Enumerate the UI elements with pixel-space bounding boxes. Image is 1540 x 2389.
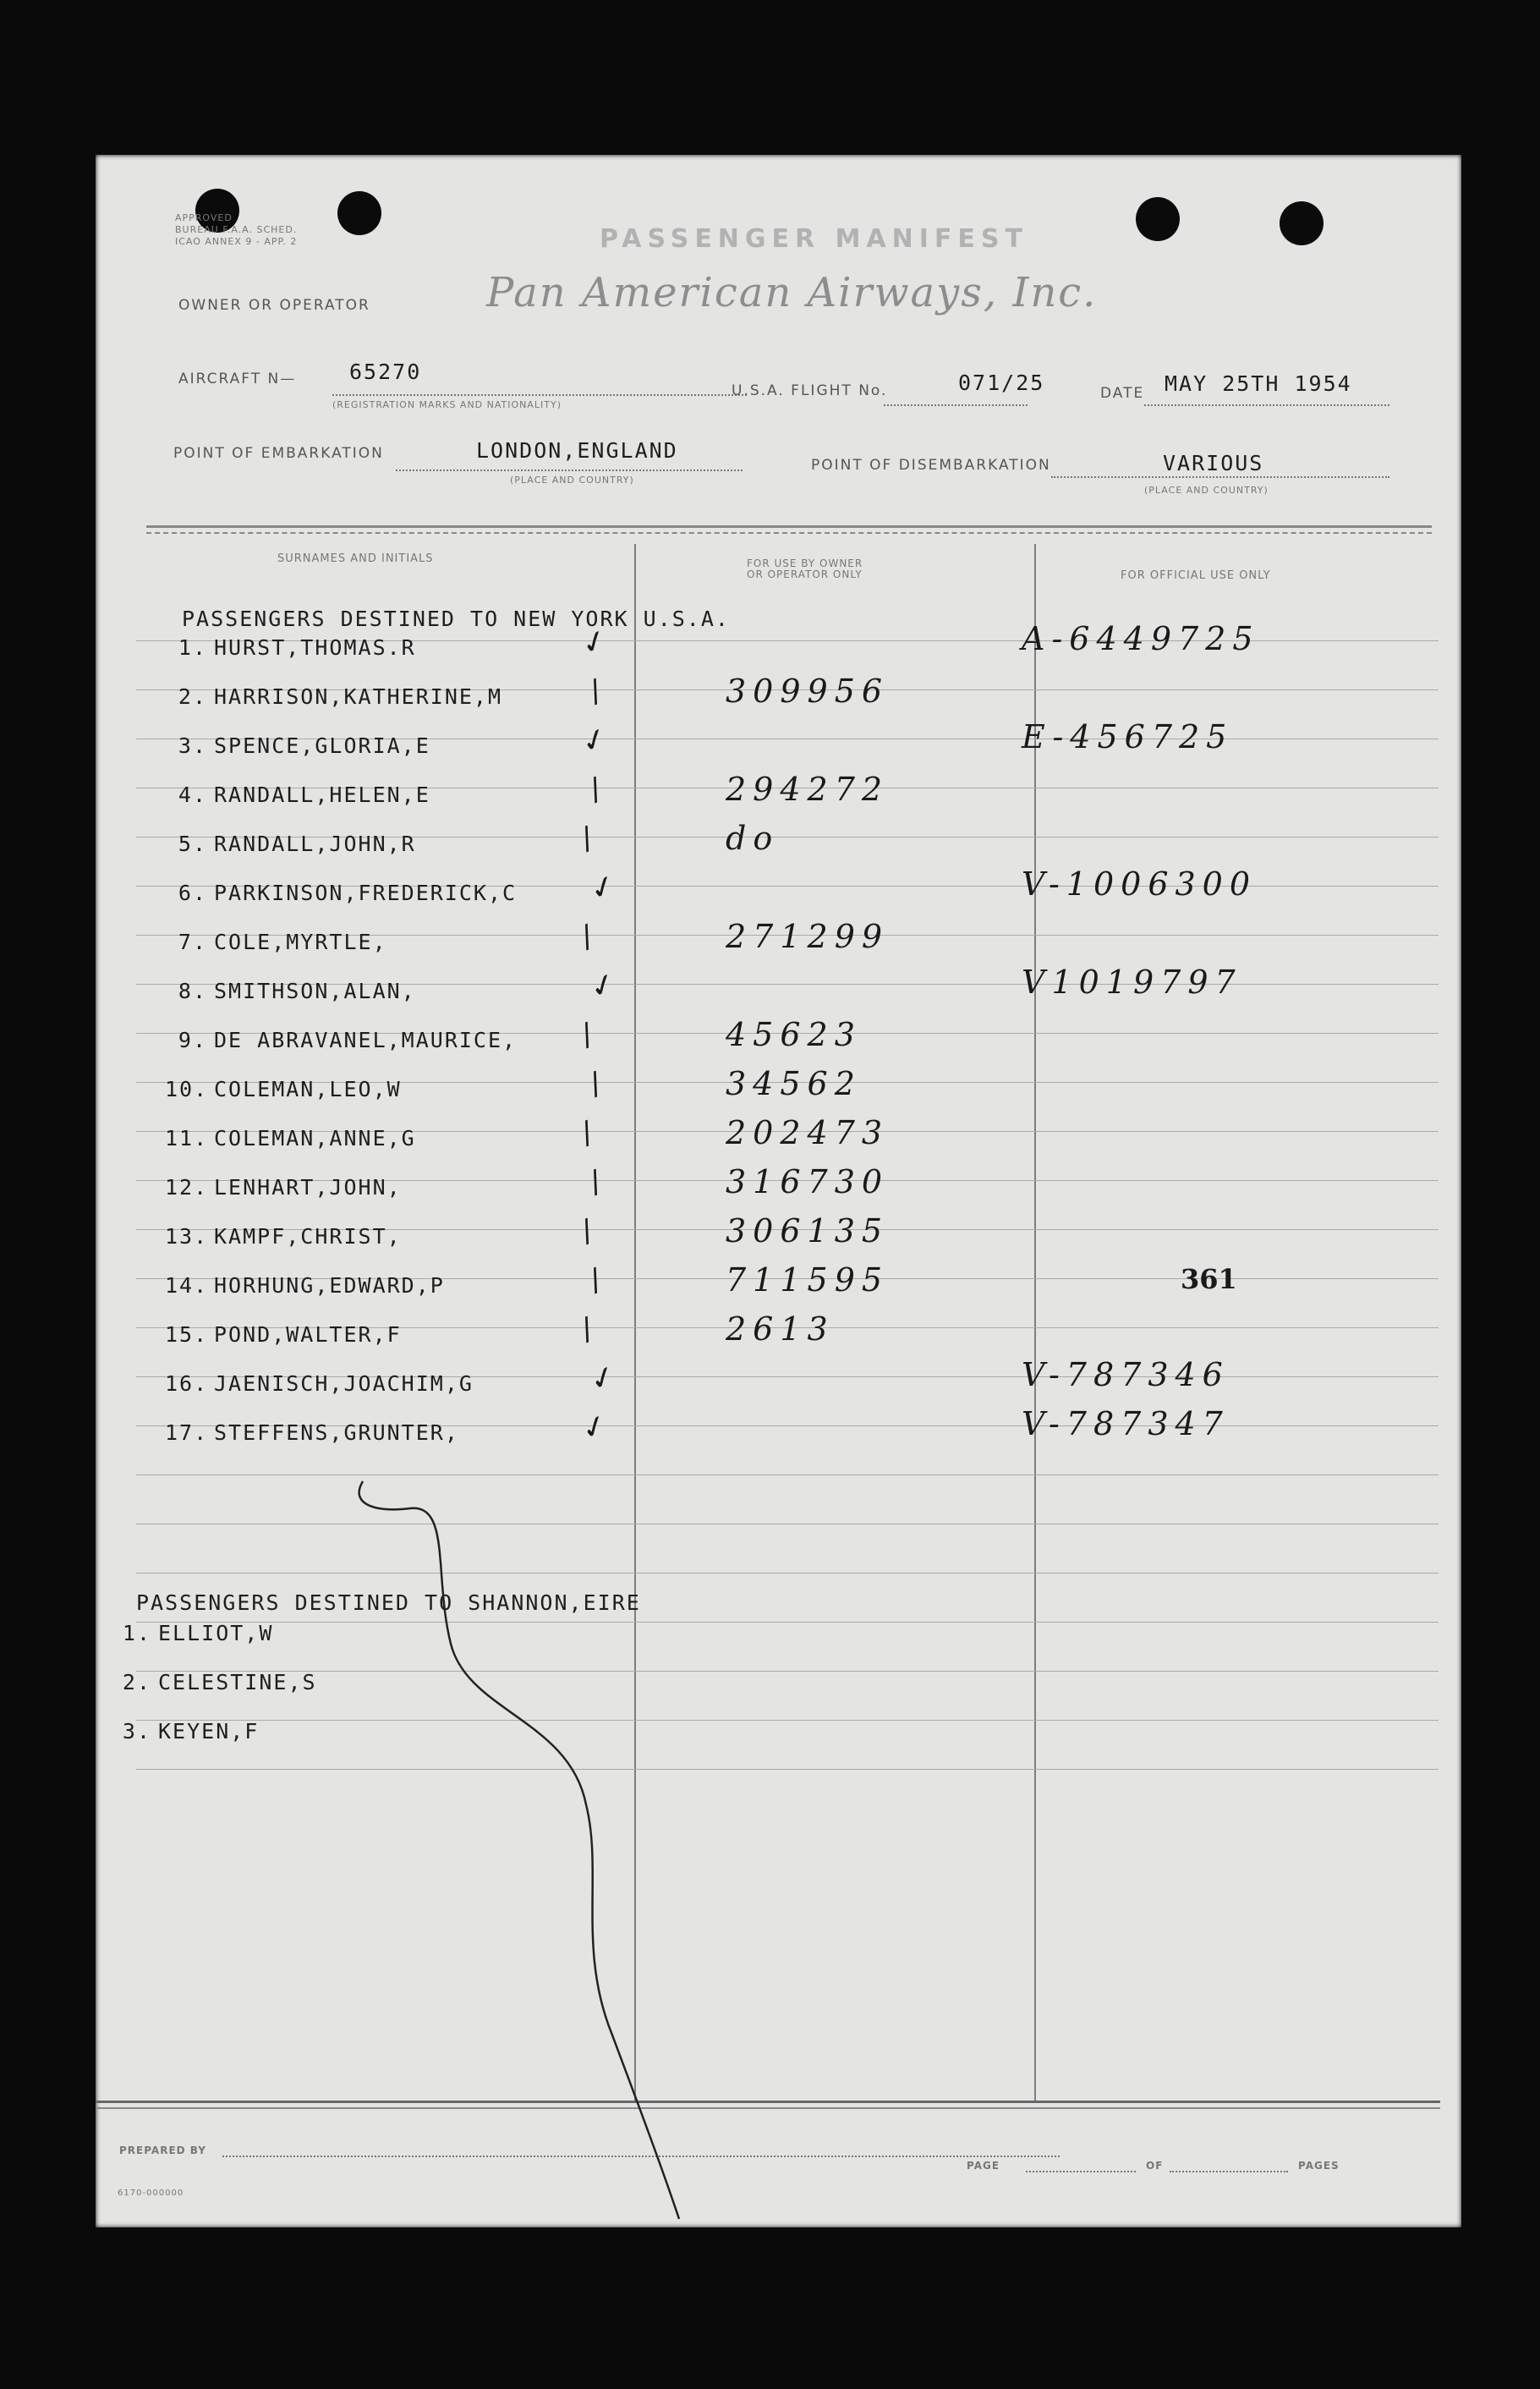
passenger-name: PARKINSON,FREDERICK,C [214, 881, 518, 905]
check-mark: / [576, 1017, 598, 1053]
check-mark: / [576, 1115, 598, 1151]
manifest-sheet [96, 155, 1461, 2227]
operator-number: 202473 [726, 1114, 890, 1151]
row-number: 3. [178, 733, 207, 758]
row-number: 10. [165, 1077, 209, 1101]
passenger-name: STEFFENS,GRUNTER, [214, 1420, 459, 1445]
approval-line-2: BUREAU F.A.A. SCHED. [175, 224, 298, 235]
passenger-name: COLE,MYRTLE, [214, 930, 387, 954]
row-number: 16. [165, 1371, 209, 1396]
owner-label: OWNER OR OPERATOR [178, 297, 370, 314]
passenger-name: KAMPF,CHRIST, [214, 1224, 402, 1249]
row-number: 9. [178, 1028, 207, 1052]
official-number: V1019797 [1022, 964, 1242, 1001]
approval-line-3: ICAO ANNEX 9 - APP. 2 [175, 236, 298, 247]
flight-value: 071/25 [958, 371, 1045, 395]
passenger-name: SPENCE,GLORIA,E [214, 733, 430, 758]
official-number: V-1006300 [1022, 865, 1258, 903]
official-number: A-6449725 [1022, 620, 1260, 657]
row-number: 1. [178, 635, 207, 660]
check-mark: / [576, 1311, 598, 1348]
passenger-name: COLEMAN,ANNE,G [214, 1126, 416, 1151]
approval-line-1: APPROVED [175, 212, 233, 223]
of-label: OF [1146, 2160, 1164, 2172]
official-number: V-787346 [1022, 1356, 1230, 1393]
operator-number: 2613 [726, 1310, 835, 1348]
aircraft-sub: (REGISTRATION MARKS AND NATIONALITY) [332, 399, 562, 410]
row-number: 5. [178, 832, 207, 856]
row-number: 14. [165, 1273, 209, 1298]
col-official-header: FOR OFFICIAL USE ONLY [1121, 569, 1271, 582]
row-number: 12. [165, 1175, 209, 1200]
check-mark: ✓ [584, 867, 622, 909]
check-mark: ✓ [576, 1407, 613, 1448]
passenger-name: KEYEN,F [158, 1719, 260, 1744]
operator-number: 34562 [726, 1065, 862, 1102]
check-mark: / [584, 1164, 606, 1200]
date-label: DATE [1100, 385, 1145, 402]
date-value: MAY 25TH 1954 [1165, 371, 1352, 396]
embark-value: LONDON,ENGLAND [476, 438, 678, 463]
row-number: 15. [165, 1322, 209, 1347]
pages-label: PAGES [1298, 2160, 1340, 2172]
row-number: 7. [178, 930, 207, 954]
check-mark: ✓ [584, 965, 622, 1007]
row-number: 3. [122, 1719, 151, 1744]
row-number: 2. [178, 684, 207, 709]
page-label: PAGE [967, 2160, 1000, 2172]
passenger-name: ELLIOT,W [158, 1621, 274, 1645]
section-heading-new-york: PASSENGERS DESTINED TO NEW YORK U.S.A. [182, 607, 730, 631]
passenger-name: DE ABRAVANEL,MAURICE, [214, 1028, 518, 1052]
col-operator-header-1: FOR USE BY OWNER [747, 557, 863, 569]
check-mark: / [584, 673, 606, 710]
disembark-sub: (PLACE AND COUNTRY) [1144, 485, 1269, 496]
passenger-name: POND,WALTER,F [214, 1322, 402, 1347]
airline-name: Pan American Airways, Inc. [486, 269, 1098, 316]
operator-number: 306135 [726, 1212, 890, 1249]
passenger-name: CELESTINE,S [158, 1670, 317, 1694]
check-mark: / [584, 1262, 606, 1299]
col-surnames-header: SURNAMES AND INITIALS [277, 552, 434, 565]
passenger-name: JAENISCH,JOACHIM,G [214, 1371, 474, 1396]
aircraft-value: 65270 [349, 360, 422, 384]
official-number: E-456725 [1022, 718, 1234, 755]
operator-number: 316730 [726, 1163, 890, 1200]
operator-number: 309956 [726, 673, 890, 710]
disembark-label: POINT OF DISEMBARKATION [811, 457, 1051, 474]
row-number: 11. [165, 1126, 209, 1151]
form-number: 6170-000000 [118, 2189, 184, 2198]
check-mark: / [584, 772, 606, 808]
col-operator-header-2: OR OPERATOR ONLY [747, 568, 863, 580]
row-number: 17. [165, 1420, 209, 1445]
row-number: 6. [178, 881, 207, 905]
row-number: 4. [178, 783, 207, 807]
embark-sub: (PLACE AND COUNTRY) [510, 475, 634, 486]
operator-number: do [726, 820, 780, 857]
passenger-name: HURST,THOMAS.R [214, 635, 416, 660]
check-mark: / [576, 919, 598, 955]
passenger-name: LENHART,JOHN, [214, 1175, 402, 1200]
handwritten-line [96, 155, 1461, 2227]
official-number: V-787347 [1022, 1405, 1230, 1442]
check-mark: / [576, 821, 598, 857]
prepared-by-label: PREPARED BY [119, 2145, 206, 2156]
check-mark: / [576, 1213, 598, 1249]
operator-number: 711595 [726, 1261, 890, 1299]
operator-number: 45623 [726, 1016, 862, 1053]
embark-label: POINT OF EMBARKATION [173, 445, 384, 462]
form-title: PASSENGER MANIFEST [600, 224, 1028, 254]
row-number: 1. [122, 1621, 151, 1645]
passenger-name: RANDALL,HELEN,E [214, 783, 430, 807]
passenger-name: HORHUNG,EDWARD,P [214, 1273, 445, 1298]
disembark-value: VARIOUS [1163, 451, 1264, 475]
operator-number: 271299 [726, 918, 890, 955]
passenger-name: HARRISON,KATHERINE,M [214, 684, 503, 709]
check-mark: / [584, 1066, 606, 1102]
row-number: 8. [178, 979, 207, 1003]
passenger-name: SMITHSON,ALAN, [214, 979, 416, 1003]
passenger-name: RANDALL,JOHN,R [214, 832, 416, 856]
aircraft-label: AIRCRAFT N— [178, 371, 297, 387]
check-mark: ✓ [576, 622, 613, 663]
stamp-number: 361 [1181, 1263, 1237, 1295]
operator-number: 294272 [726, 771, 890, 808]
flight-label: U.S.A. FLIGHT No. [732, 382, 888, 399]
passenger-name: COLEMAN,LEO,W [214, 1077, 402, 1101]
check-mark: ✓ [584, 1358, 622, 1399]
row-number: 2. [122, 1670, 151, 1694]
row-number: 13. [165, 1224, 209, 1249]
check-mark: ✓ [576, 720, 613, 761]
section-heading-shannon: PASSENGERS DESTINED TO SHANNON,EIRE [136, 1590, 641, 1615]
